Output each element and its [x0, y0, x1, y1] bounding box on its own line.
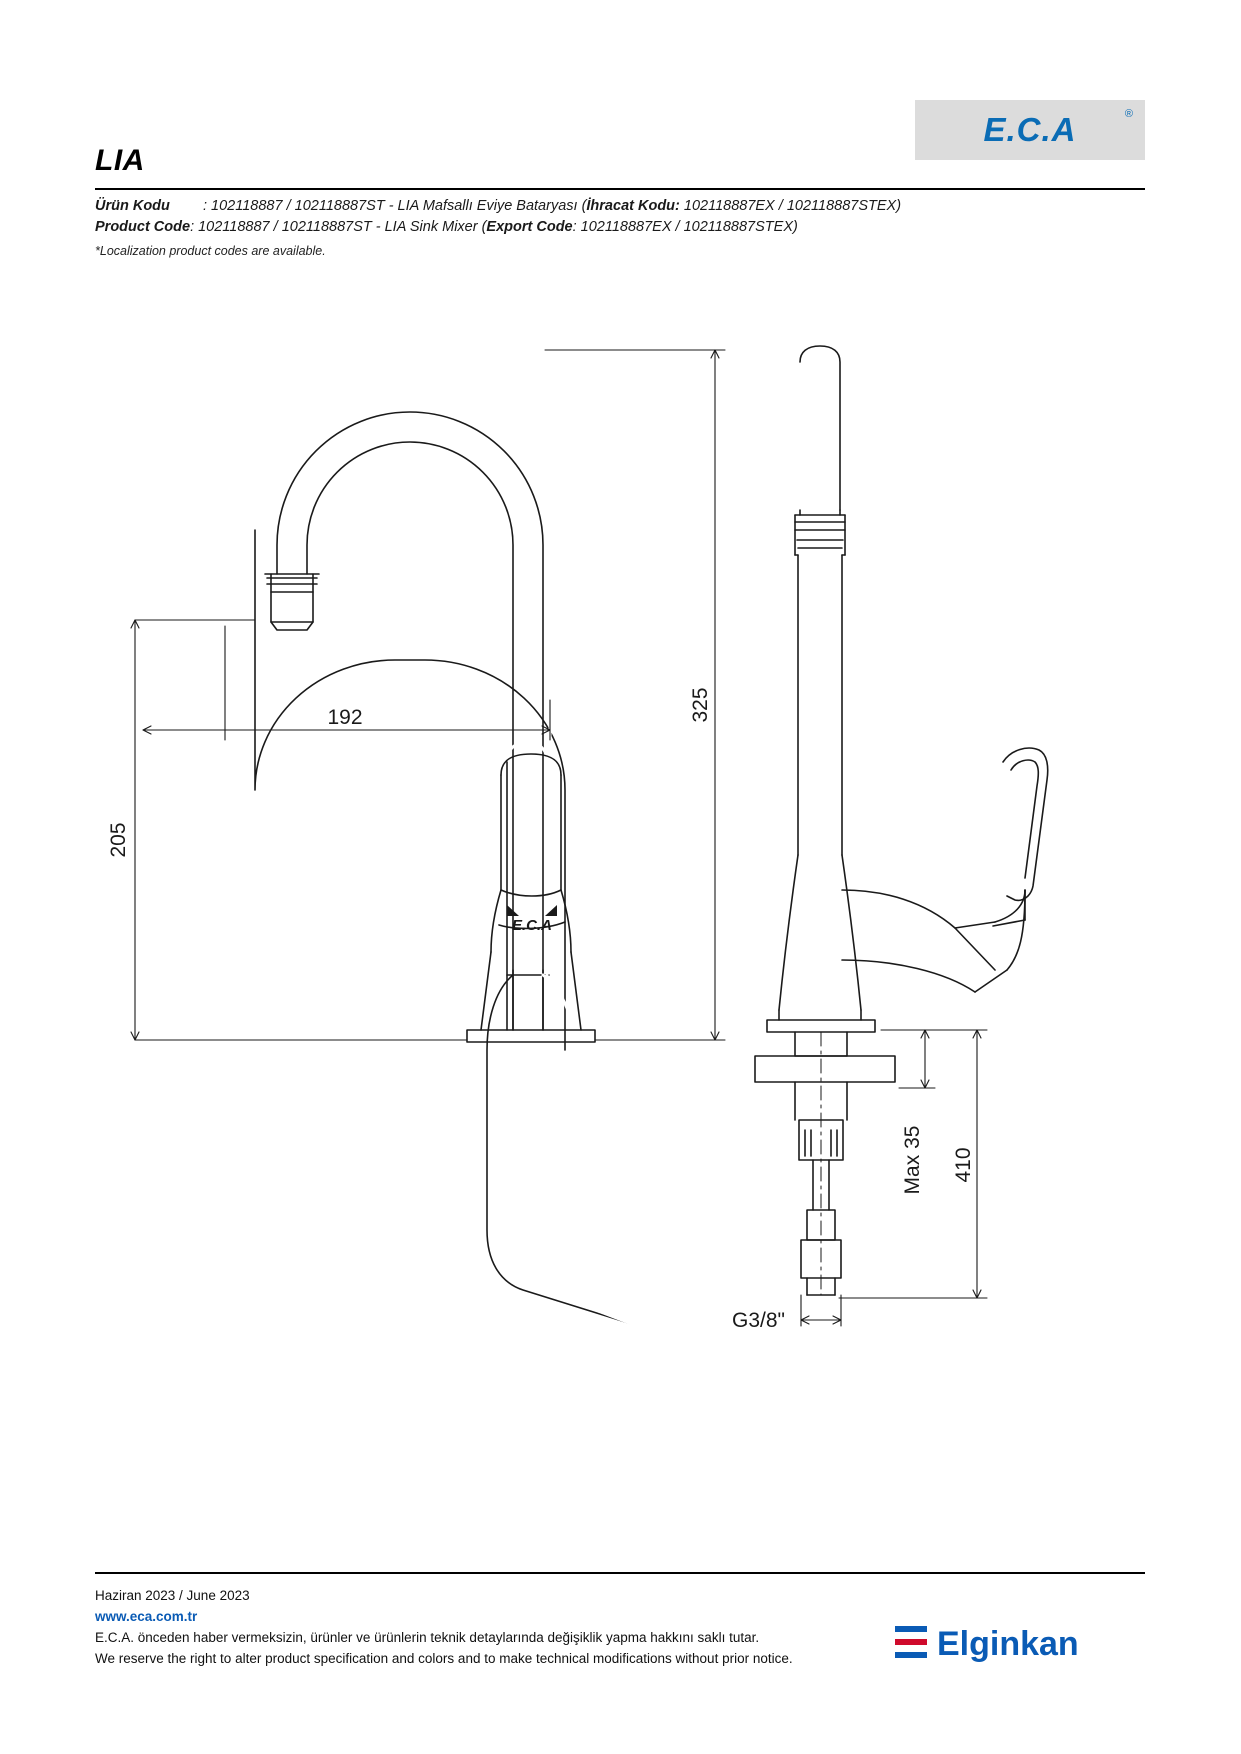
side-view-faucet	[255, 412, 635, 1325]
dimension-410: 410	[952, 1147, 975, 1183]
export-code-value-en: : 102118887EX / 102118887STEX)	[572, 219, 798, 236]
elginkan-logo	[895, 1616, 1145, 1674]
technical-drawing	[95, 330, 1145, 1390]
document-footer	[95, 1586, 1145, 1670]
product-code-value-en: : 102118887 / 102118887ST - LIA Sink Mixer (	[190, 219, 487, 236]
dimension-max35: Max 35	[901, 1125, 924, 1195]
elginkan-mark-icon	[895, 1626, 927, 1660]
eca-logo-text: E.C.A	[983, 111, 1077, 148]
footer-divider	[95, 1572, 1145, 1574]
product-code-block	[95, 196, 1155, 260]
export-code-value-tr: 102118887EX / 102118887STEX)	[679, 198, 902, 214]
registered-trademark-icon: ®	[1124, 108, 1133, 120]
side-view-artwork	[467, 754, 595, 1042]
header-divider	[95, 188, 1145, 190]
product-code-line-en	[95, 217, 1155, 238]
product-code-label-en: Product Code	[95, 219, 191, 236]
footer-disclaimer-en: We reserve the right to alter product specification and colors and to make technical modifications without prior notice.	[95, 1650, 793, 1666]
dimension-lines-left	[131, 350, 725, 1040]
export-code-label-en: Export Code	[486, 219, 573, 236]
footer-website-link[interactable]: www.eca.com.tr	[95, 1608, 198, 1624]
document-header	[95, 100, 1145, 190]
product-code-label-tr: Ürün Kodu	[95, 198, 170, 214]
dimension-g38: G3/8"	[732, 1309, 785, 1332]
page-title: LIA	[95, 144, 145, 177]
dimension-192: 192	[327, 706, 363, 729]
localization-note: *Localization product codes are available.	[95, 244, 326, 259]
svg-text:E.C.A: E.C.A	[511, 917, 553, 934]
front-view-faucet	[767, 346, 1048, 1032]
footer-disclaimer-tr: E.C.A. önceden haber vermeksizin, ürünler ve ürünlerin teknik detaylarında değişiklik yapma hakkını saklı tutar.	[95, 1629, 760, 1645]
product-code-value-tr: : 102118887 / 102118887ST - LIA Mafsallı Eviye Bataryası (	[203, 198, 587, 214]
eca-logo	[915, 100, 1145, 160]
product-code-line-tr	[95, 196, 1155, 217]
dimension-325: 325	[689, 687, 712, 723]
elginkan-logo-text: Elginkan	[937, 1625, 1079, 1663]
mounting-hardware	[755, 1032, 895, 1295]
footer-date: Haziran 2023 / June 2023	[95, 1588, 250, 1603]
export-code-label-tr: İhracat Kodu:	[586, 198, 680, 214]
dimension-205: 205	[107, 822, 130, 858]
body-logo	[512, 917, 552, 934]
